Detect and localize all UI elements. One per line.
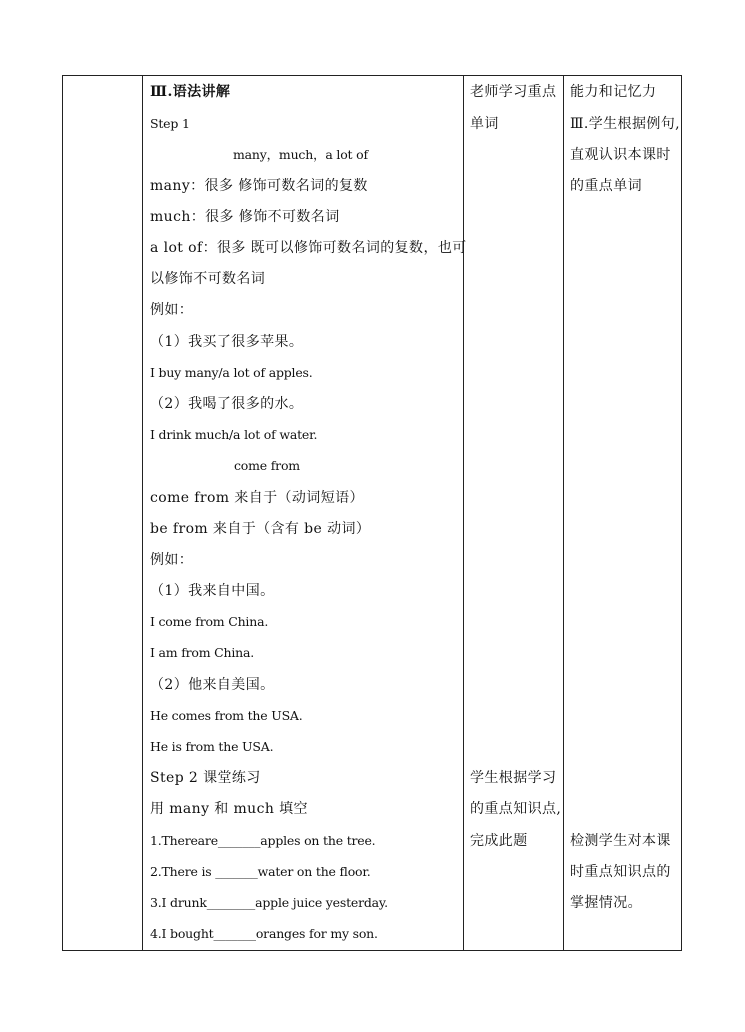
text-line: 完成此题 [470, 833, 528, 849]
text-line: come from 来自于（动词短语） [150, 490, 364, 506]
text-line: 的重点单词 [570, 178, 642, 194]
text-line: 例如： [150, 552, 194, 568]
empty-column-cell [63, 76, 142, 950]
teaching-content-cell [150, 76, 467, 950]
text-line: 能力和记忆力 [570, 84, 657, 100]
text-line: much：很多 修饰不可数名词 [150, 209, 340, 225]
text-line: 掌握情况。 [570, 895, 642, 911]
text-line: Ⅲ.语法讲解 [150, 84, 231, 100]
text-line: 时重点知识点的 [570, 864, 671, 880]
text-line: I drink much/a lot of water. [150, 427, 318, 442]
text-line: I come from China. [150, 614, 269, 629]
text-line: a lot of：很多 既可以修饰可数名词的复数，也可 [150, 240, 467, 256]
text-line: Step 2 课堂练习 [150, 770, 261, 786]
text-line: 1.Thereare_______apples on the tree. [150, 833, 376, 848]
text-line: He is from the USA. [150, 739, 274, 754]
column-divider [142, 76, 143, 950]
text-line: come from [234, 458, 300, 473]
text-line: 检测学生对本课 [570, 833, 671, 849]
text-line: Step 1 [150, 116, 190, 131]
text-line: 以修饰不可数名词 [150, 271, 266, 287]
text-line: 单词 [470, 116, 499, 132]
text-line: 4.I bought_______oranges for my son. [150, 926, 378, 941]
text-line: （2）他来自美国。 [150, 677, 275, 693]
text-line: He comes from the USA. [150, 708, 303, 723]
teacher-activity-cell [470, 76, 562, 950]
text-line: 例如： [150, 302, 194, 318]
lesson-table [62, 75, 682, 951]
text-line: 的重点知识点, [470, 801, 562, 817]
text-line: many：很多 修饰可数名词的复数 [150, 178, 368, 194]
text-line: be from 来自于（含有 be 动词） [150, 521, 371, 537]
column-divider [463, 76, 464, 950]
text-line: （1）我买了很多苹果。 [150, 334, 304, 350]
text-line: 用 many 和 much 填空 [150, 801, 308, 817]
text-line: Ⅲ.学生根据例句, [570, 116, 681, 132]
text-line: I am from China. [150, 645, 255, 660]
text-line: （2）我喝了很多的水。 [150, 396, 304, 412]
text-line: I buy many/a lot of apples. [150, 365, 313, 380]
text-line: 老师学习重点 [470, 84, 557, 100]
text-line: 2.There is _______water on the floor. [150, 864, 371, 879]
text-line: 学生根据学习 [470, 770, 557, 786]
text-line: 直观认识本课时 [570, 147, 671, 163]
design-intent-cell [570, 76, 682, 950]
text-line: 3.I drunk________apple juice yesterday. [150, 895, 388, 910]
text-line: （1）我来自中国。 [150, 583, 275, 599]
column-divider [563, 76, 564, 950]
text-line: many，much，a lot of [233, 147, 368, 162]
